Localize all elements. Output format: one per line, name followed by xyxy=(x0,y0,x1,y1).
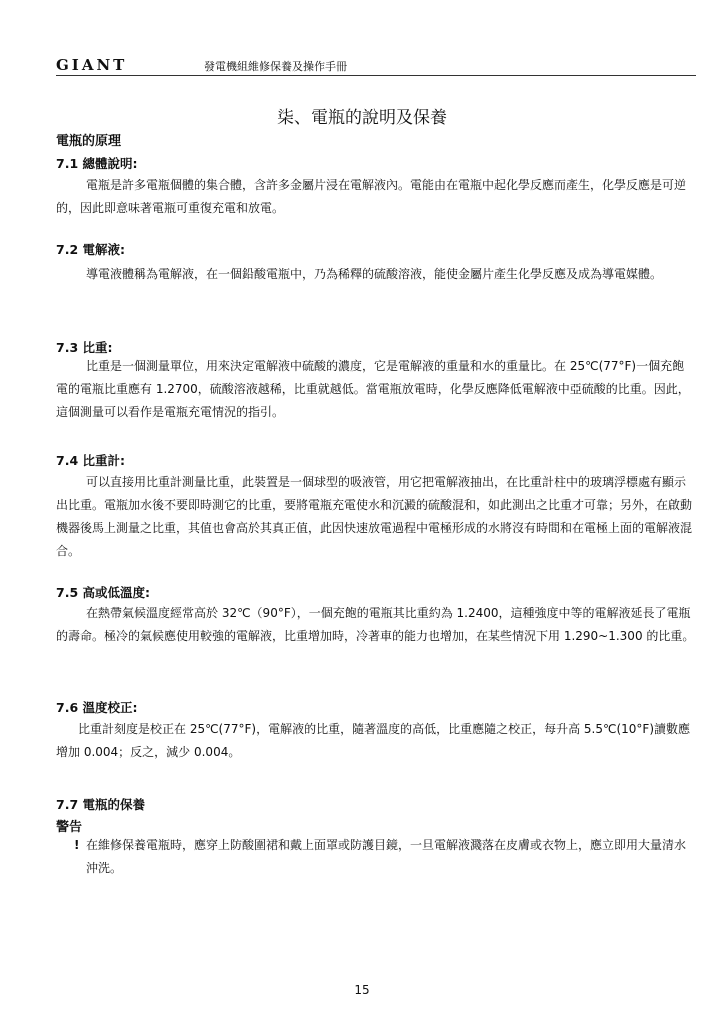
warning-text: 在維修保養電瓶時，應穿上防酸圍裙和戴上面罩或防護目鏡，一旦電解液濺落在皮膚或衣物上，應立即用大量清水沖洗。 xyxy=(86,838,687,875)
section-7-7-heading: 7.7 電瓶的保養 xyxy=(56,797,145,812)
page-number: 15 xyxy=(354,983,370,997)
section-7-6-heading: 7.6 溫度校正: xyxy=(56,700,138,715)
section-7-4-body xyxy=(56,471,696,563)
warning-mark: ! xyxy=(74,838,80,852)
section-7-1-text: 電瓶是許多電瓶個體的集合體，含許多金屬片浸在電解液內。電能由在電瓶中起化學反應而產生，化學反應是可逆的，因此即意味著電瓶可重復充電和放電。 xyxy=(56,178,687,215)
section-7-1-heading: 7.1 總體說明: xyxy=(56,156,138,171)
section-7-4-heading: 7.4 比重計: xyxy=(56,453,125,468)
section-7-3-text: 比重是一個測量單位，用來決定電解液中硫酸的濃度，它是電解液的重量和水的重量比。在 25℃(77°F)一個充飽電的電瓶比重應有 1.2700，硫酸溶液越稀，比重就越低。當電瓶放電時，化學反應降低電解液中亞硫酸的比重。因此，這個測量可以看作是電瓶充電情況的指引。 xyxy=(56,359,690,419)
section-7-5-heading: 7.5 高或低溫度: xyxy=(56,585,150,600)
section-7-4-text: 可以直接用比重計測量比重，此裝置是一個球型的吸液管，用它把電解液抽出，在比重計柱中的玻璃浮標處有顯示出比重。電瓶加水後不要即時測它的比重，要將電瓶充電使水和沉澱的硫酸混和，如此測出之比重才可靠；另外，在啟動機器後馬上測量之比重，其值也會高於其真正值，此因快速放電過程中電極形成的水將沒有時間和在電極上面的電解液混合。 xyxy=(56,475,693,558)
manual-title: 發電機組維修保養及操作手冊 xyxy=(204,60,347,73)
section-7-5-body xyxy=(56,602,696,648)
section-7-2-heading: 7.2 電解液: xyxy=(56,242,125,257)
header-divider xyxy=(56,75,696,76)
warning-block xyxy=(56,834,696,880)
section-7-5-text: 在熱帶氣候溫度經常高於 32℃（90°F），一個充飽的電瓶其比重約為 1.2400，這種強度中等的電解液延長了電瓶的壽命。極冷的氣候應使用較強的電解液，比重增加時，冷著車的能力也增加，在某些情況下用 1.290~1.300 的比重。 xyxy=(56,606,695,643)
warning-label: 警告 xyxy=(56,820,83,835)
chapter-title: 柒、電瓶的說明及保養 xyxy=(277,108,447,128)
section-7-2-body xyxy=(56,263,696,286)
section-7-3-heading: 7.3 比重: xyxy=(56,340,113,355)
section-7-3-body xyxy=(56,355,696,424)
brand-logo-text: GIANT xyxy=(56,56,128,74)
section-7-1-body xyxy=(56,174,696,220)
section-7-6-text: 比重計刻度是校正在 25℃(77°F)，電解液的比重，隨著溫度的高低，比重應隨之校正，每升高 5.5℃(10°F)讀數應增加 0.004；反之，減少 0.004。 xyxy=(56,722,691,759)
section-7-6-body xyxy=(56,718,696,764)
section-7-2-text: 導電液體稱為電解液，在一個鉛酸電瓶中，乃為稀釋的硫酸溶液，能使金屬片產生化學反應及成為導電媒體。 xyxy=(86,267,663,281)
section-principle-heading: 電瓶的原理 xyxy=(56,134,122,149)
